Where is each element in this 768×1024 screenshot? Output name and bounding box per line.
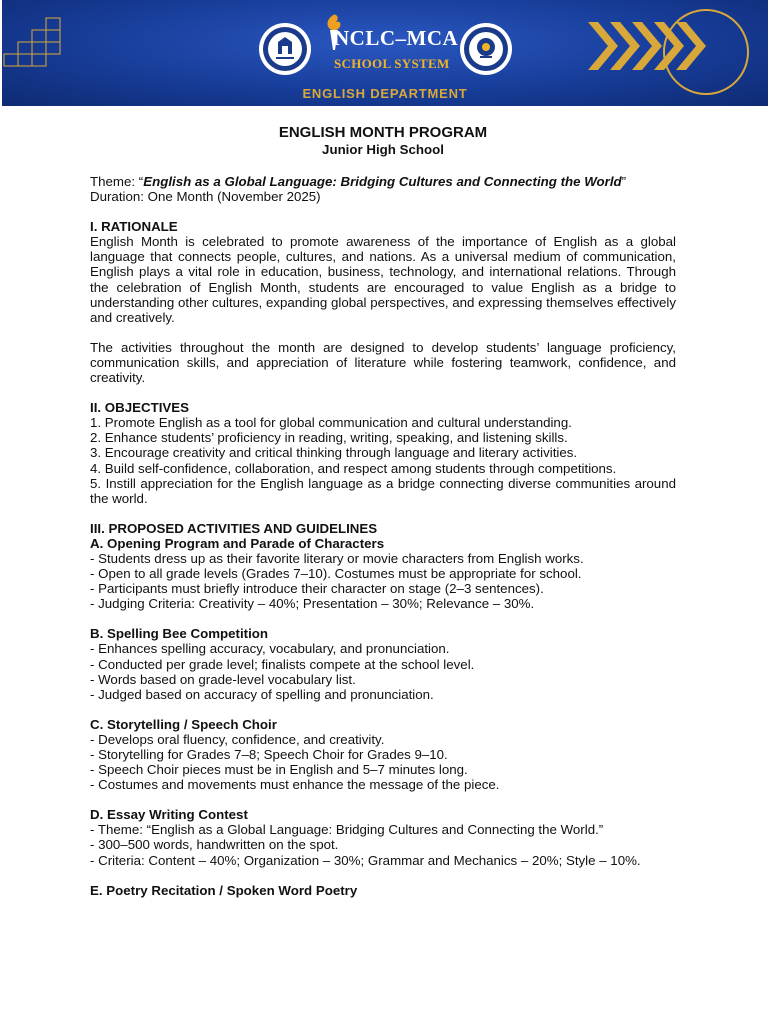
objective-item: 1. Promote English as a tool for global communication and cultural understanding. bbox=[90, 415, 572, 431]
activity-item: - Open to all grade levels (Grades 7–10). Costumes must be appropriate for school. bbox=[90, 566, 582, 582]
department-label: ENGLISH DEPARTMENT bbox=[302, 86, 468, 101]
activity-item: - Develops oral fluency, confidence, and creativity. bbox=[90, 731, 385, 747]
activities-heading: III. PROPOSED ACTIVITIES AND GUIDELINES bbox=[90, 520, 378, 536]
theme-label: Theme: “ bbox=[90, 174, 144, 189]
activity-title: D. Essay Writing Contest bbox=[90, 807, 248, 823]
activity-item: - Costumes and movements must enhance the message of the piece. bbox=[90, 777, 500, 793]
duration-line: Duration: One Month (November 2025) bbox=[90, 189, 321, 205]
activity-item: - Criteria: Content – 40%; Organization – 30%; Grammar and Mechanics – 20%; Style – 10%. bbox=[90, 852, 641, 868]
activity-title: E. Poetry Recitation / Spoken Word Poetry bbox=[90, 882, 358, 898]
objectives-heading: II. OBJECTIVES bbox=[90, 400, 190, 416]
activity-item: - Judging Criteria: Creativity – 40%; Presentation – 30%; Relevance – 30%. bbox=[90, 596, 535, 612]
document-subtitle: Junior High School bbox=[322, 142, 444, 157]
header-banner bbox=[2, 0, 768, 106]
activity-item: - 300–500 words, handwritten on the spot. bbox=[90, 837, 339, 853]
school-seal-right-icon bbox=[459, 22, 513, 76]
document-title: ENGLISH MONTH PROGRAM bbox=[278, 124, 488, 141]
school-seal-left-icon bbox=[258, 22, 312, 76]
activity-title: A. Opening Program and Parade of Characters bbox=[90, 535, 385, 551]
activity-item: - Participants must briefly introduce their character on stage (2–3 sentences). bbox=[90, 581, 544, 597]
activity-item: - Conducted per grade level; finalists compete at the school level. bbox=[90, 656, 475, 672]
theme-line bbox=[90, 174, 676, 189]
logo-subtitle: SCHOOL SYSTEM bbox=[334, 56, 450, 71]
objective-item: 5. Instill appreciation for the English language as a bridge connecting diverse communities around the world. bbox=[90, 475, 676, 506]
document-body bbox=[90, 124, 676, 898]
rationale-paragraph: English Month is celebrated to promote awareness of the importance of English as a global language that connects people, cultures, and nations. As a universal medium of communication, English plays a vital role in education, business, technology, and international relations. Through the celebration of English Month, students are encouraged to value English as a bridge to understanding other cultures, expanding global perspectives, and expressing themselves effectively and creatively. bbox=[90, 234, 676, 325]
activity-title: B. Spelling Bee Competition bbox=[90, 626, 269, 642]
objective-item: 4. Build self-confidence, collaboration, and respect among students through competitions. bbox=[90, 460, 617, 476]
school-logo bbox=[322, 12, 459, 71]
theme-close: ” bbox=[621, 174, 627, 189]
stair-grid-decoration bbox=[2, 16, 66, 68]
chevron-circle-decoration bbox=[588, 6, 768, 98]
objective-item: 3. Encourage creativity and critical thinking through language and literary activities. bbox=[90, 445, 578, 461]
activity-item: - Judged based on accuracy of spelling and pronunciation. bbox=[90, 686, 434, 702]
logo-title: NCLC–MCA bbox=[334, 26, 459, 50]
activity-item: - Theme: “English as a Global Language: Bridging Cultures and Connecting the World.” bbox=[90, 822, 604, 838]
activity-item: - Enhances spelling accuracy, vocabulary, and pronunciation. bbox=[90, 641, 450, 657]
activity-item: - Speech Choir pieces must be in English and 5–7 minutes long. bbox=[90, 762, 468, 778]
activity-title: C. Storytelling / Speech Choir bbox=[90, 716, 277, 732]
activity-item: - Words based on grade-level vocabulary list. bbox=[90, 671, 356, 687]
rationale-heading: I. RATIONALE bbox=[90, 219, 178, 235]
activity-item: - Students dress up as their favorite literary or movie characters from English works. bbox=[90, 550, 584, 566]
activity-item: - Storytelling for Grades 7–8; Speech Choir for Grades 9–10. bbox=[90, 747, 448, 762]
objective-item: 2. Enhance students’ proficiency in reading, writing, speaking, and listening skills. bbox=[90, 430, 568, 446]
rationale-paragraph: The activities throughout the month are designed to develop students’ language proficiency, communication skills, and appreciation of literature while fostering teamwork, confidence, and creativity. bbox=[90, 339, 676, 386]
theme-text: English as a Global Language: Bridging Cultures and Connecting the World bbox=[143, 174, 622, 189]
